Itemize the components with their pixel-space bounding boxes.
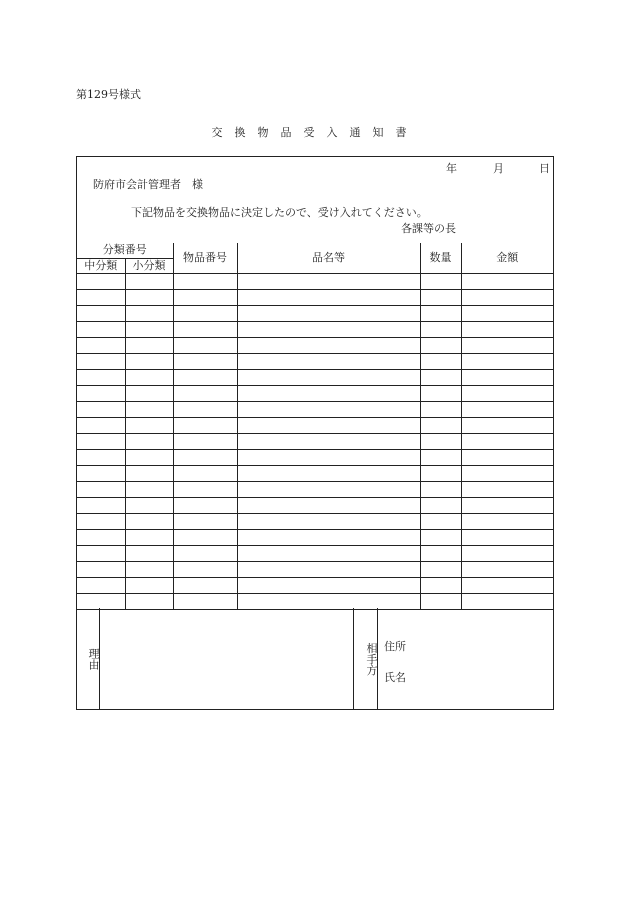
small-class-cell[interactable]	[125, 593, 173, 609]
middle-class-cell[interactable]	[77, 545, 125, 561]
counterparty-field[interactable]	[378, 608, 553, 709]
item-name-cell[interactable]	[237, 449, 420, 465]
item-number-cell[interactable]	[173, 497, 237, 513]
item-number-cell[interactable]	[173, 289, 237, 305]
item-name-cell[interactable]	[237, 289, 420, 305]
small-class-cell[interactable]	[125, 465, 173, 481]
quantity-cell[interactable]	[420, 449, 461, 465]
addressee: 防府市会計管理者 様	[93, 178, 203, 191]
amount-cell[interactable]	[461, 577, 553, 593]
table-row	[77, 337, 553, 353]
item-name-cell[interactable]	[237, 529, 420, 545]
quantity-cell[interactable]	[420, 321, 461, 337]
quantity-cell[interactable]	[420, 385, 461, 401]
item-name-cell[interactable]	[237, 481, 420, 497]
table-row	[77, 465, 553, 481]
table-row	[77, 545, 553, 561]
item-name-cell[interactable]	[237, 337, 420, 353]
small-class-cell[interactable]	[125, 273, 173, 289]
quantity-cell[interactable]	[420, 401, 461, 417]
small-class-cell[interactable]	[125, 497, 173, 513]
table-row	[77, 289, 553, 305]
quantity-cell[interactable]	[420, 529, 461, 545]
middle-class-cell[interactable]	[77, 577, 125, 593]
amount-cell[interactable]	[461, 449, 553, 465]
reason-label: 理由	[87, 647, 100, 670]
item-name-cell[interactable]	[237, 433, 420, 449]
amount-cell[interactable]	[461, 465, 553, 481]
item-number-cell[interactable]	[173, 305, 237, 321]
item-number-cell[interactable]	[173, 481, 237, 497]
amount-cell[interactable]	[461, 401, 553, 417]
middle-class-cell[interactable]	[77, 481, 125, 497]
item-name-cell[interactable]	[237, 561, 420, 577]
quantity-cell[interactable]	[420, 593, 461, 609]
table-row	[77, 385, 553, 401]
quantity-cell[interactable]	[420, 465, 461, 481]
amount-cell[interactable]	[461, 433, 553, 449]
counterparty-label: 相手方	[365, 642, 378, 675]
item-number-cell[interactable]	[173, 321, 237, 337]
item-name-cell[interactable]	[237, 385, 420, 401]
amount-cell[interactable]	[461, 321, 553, 337]
item-name-cell[interactable]	[237, 497, 420, 513]
middle-class-cell[interactable]	[77, 529, 125, 545]
quantity-cell[interactable]	[420, 433, 461, 449]
item-number-cell[interactable]	[173, 449, 237, 465]
table-row	[77, 433, 553, 449]
amount-cell[interactable]	[461, 593, 553, 609]
amount-cell[interactable]	[461, 385, 553, 401]
small-class-cell[interactable]	[125, 481, 173, 497]
item-name-cell[interactable]	[237, 305, 420, 321]
amount-cell[interactable]	[461, 273, 553, 289]
table-row	[77, 401, 553, 417]
small-class-cell[interactable]	[125, 513, 173, 529]
date-year-label: 年	[446, 162, 457, 175]
counterparty-label-cell	[354, 608, 378, 709]
amount-cell[interactable]	[461, 289, 553, 305]
form-frame	[76, 156, 554, 710]
table-row	[77, 529, 553, 545]
quantity-cell[interactable]	[420, 513, 461, 529]
table-row	[77, 305, 553, 321]
middle-class-header: 中分類	[77, 258, 125, 273]
item-name-cell[interactable]	[237, 513, 420, 529]
amount-cell[interactable]	[461, 305, 553, 321]
amount-cell[interactable]	[461, 369, 553, 385]
table-row	[77, 417, 553, 433]
items-table	[77, 243, 553, 610]
item-number-cell[interactable]	[173, 577, 237, 593]
quantity-cell[interactable]	[420, 337, 461, 353]
date-month-label: 月	[493, 162, 504, 175]
middle-class-cell[interactable]	[77, 433, 125, 449]
item-name-cell[interactable]	[237, 401, 420, 417]
name-label: 氏名	[384, 671, 406, 684]
item-number-cell[interactable]	[173, 593, 237, 609]
item-number-cell[interactable]	[173, 561, 237, 577]
item-number-cell[interactable]	[173, 369, 237, 385]
small-class-header: 小分類	[125, 258, 173, 273]
item-name-cell[interactable]	[237, 545, 420, 561]
table-row	[77, 561, 553, 577]
item-name-header: 品名等	[237, 243, 420, 273]
form-number: 第129号様式	[76, 88, 141, 101]
middle-class-cell[interactable]	[77, 449, 125, 465]
item-name-cell[interactable]	[237, 321, 420, 337]
form-header	[77, 157, 553, 243]
small-class-cell[interactable]	[125, 401, 173, 417]
quantity-cell[interactable]	[420, 369, 461, 385]
middle-class-cell[interactable]	[77, 353, 125, 369]
quantity-cell[interactable]	[420, 481, 461, 497]
footer-section	[77, 608, 553, 709]
amount-cell[interactable]	[461, 561, 553, 577]
quantity-cell[interactable]	[420, 353, 461, 369]
address-label: 住所	[384, 640, 406, 653]
table-row	[77, 593, 553, 609]
table-row	[77, 273, 553, 289]
small-class-cell[interactable]	[125, 545, 173, 561]
middle-class-cell[interactable]	[77, 593, 125, 609]
middle-class-cell[interactable]	[77, 417, 125, 433]
table-row	[77, 449, 553, 465]
quantity-cell[interactable]	[420, 289, 461, 305]
small-class-cell[interactable]	[125, 353, 173, 369]
table-row	[77, 481, 553, 497]
quantity-header: 数量	[420, 243, 461, 273]
quantity-cell[interactable]	[420, 497, 461, 513]
amount-cell[interactable]	[461, 337, 553, 353]
reason-label-cell	[77, 608, 100, 709]
reason-field[interactable]	[100, 608, 354, 709]
middle-class-cell[interactable]	[77, 321, 125, 337]
quantity-cell[interactable]	[420, 417, 461, 433]
middle-class-cell[interactable]	[77, 273, 125, 289]
item-name-cell[interactable]	[237, 593, 420, 609]
item-name-cell[interactable]	[237, 465, 420, 481]
item-number-cell[interactable]	[173, 545, 237, 561]
quantity-cell[interactable]	[420, 545, 461, 561]
middle-class-cell[interactable]	[77, 401, 125, 417]
item-number-cell[interactable]	[173, 417, 237, 433]
amount-cell[interactable]	[461, 353, 553, 369]
item-name-cell[interactable]	[237, 273, 420, 289]
amount-cell[interactable]	[461, 513, 553, 529]
small-class-cell[interactable]	[125, 449, 173, 465]
classification-header: 分類番号	[77, 243, 173, 258]
item-name-cell[interactable]	[237, 369, 420, 385]
small-class-cell[interactable]	[125, 385, 173, 401]
item-number-cell[interactable]	[173, 385, 237, 401]
quantity-cell[interactable]	[420, 577, 461, 593]
small-class-cell[interactable]	[125, 433, 173, 449]
middle-class-cell[interactable]	[77, 305, 125, 321]
item-number-cell[interactable]	[173, 465, 237, 481]
amount-cell[interactable]	[461, 545, 553, 561]
middle-class-cell[interactable]	[77, 465, 125, 481]
amount-cell[interactable]	[461, 417, 553, 433]
table-row	[77, 497, 553, 513]
quantity-cell[interactable]	[420, 273, 461, 289]
small-class-cell[interactable]	[125, 417, 173, 433]
item-number-cell[interactable]	[173, 353, 237, 369]
table-row	[77, 353, 553, 369]
item-number-cell[interactable]	[173, 337, 237, 353]
middle-class-cell[interactable]	[77, 369, 125, 385]
item-number-cell[interactable]	[173, 401, 237, 417]
middle-class-cell[interactable]	[77, 289, 125, 305]
item-number-cell[interactable]	[173, 529, 237, 545]
small-class-cell[interactable]	[125, 337, 173, 353]
small-class-cell[interactable]	[125, 529, 173, 545]
middle-class-cell[interactable]	[77, 497, 125, 513]
middle-class-cell[interactable]	[77, 513, 125, 529]
small-class-cell[interactable]	[125, 289, 173, 305]
amount-header: 金額	[461, 243, 553, 273]
date-day-label: 日	[539, 162, 550, 175]
small-class-cell[interactable]	[125, 577, 173, 593]
item-name-cell[interactable]	[237, 577, 420, 593]
small-class-cell[interactable]	[125, 305, 173, 321]
middle-class-cell[interactable]	[77, 385, 125, 401]
quantity-cell[interactable]	[420, 305, 461, 321]
item-number-cell[interactable]	[173, 433, 237, 449]
item-name-cell[interactable]	[237, 353, 420, 369]
table-row	[77, 513, 553, 529]
table-row	[77, 321, 553, 337]
amount-cell[interactable]	[461, 497, 553, 513]
small-class-cell[interactable]	[125, 561, 173, 577]
item-number-header: 物品番号	[173, 243, 237, 273]
notice-text: 下記物品を交換物品に決定したので、受け入れてください。	[131, 206, 428, 219]
issuer: 各課等の長	[401, 222, 456, 235]
amount-cell[interactable]	[461, 481, 553, 497]
table-row	[77, 577, 553, 593]
item-name-cell[interactable]	[237, 417, 420, 433]
item-number-cell[interactable]	[173, 513, 237, 529]
small-class-cell[interactable]	[125, 369, 173, 385]
item-number-cell[interactable]	[173, 273, 237, 289]
small-class-cell[interactable]	[125, 321, 173, 337]
table-row	[77, 369, 553, 385]
middle-class-cell[interactable]	[77, 561, 125, 577]
amount-cell[interactable]	[461, 529, 553, 545]
document-title: 交換物品受入通知書	[211, 126, 419, 139]
quantity-cell[interactable]	[420, 561, 461, 577]
middle-class-cell[interactable]	[77, 337, 125, 353]
